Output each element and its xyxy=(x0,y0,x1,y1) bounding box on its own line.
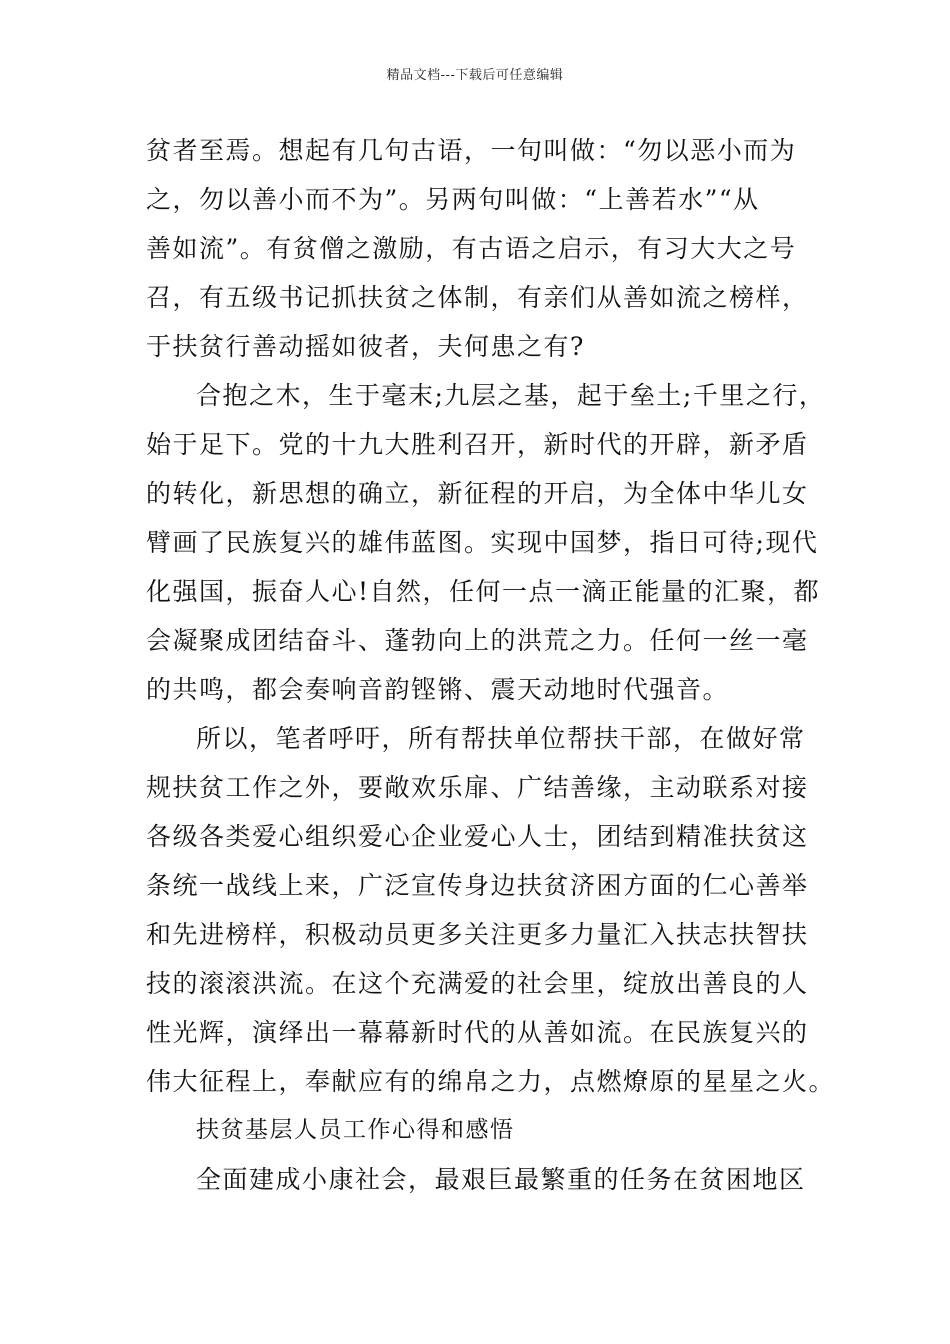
document-body xyxy=(146,126,836,1204)
text-line: 技的滚滚洪流。在这个充满爱的社会里，绽放出善良的人 xyxy=(146,969,809,998)
text-line: 召，有五级书记抓扶贫之体制，有亲们从善如流之榜样， xyxy=(146,283,809,312)
text-line: 各级各类爱心组织爱心企业爱心人士，团结到精准扶贫这 xyxy=(146,822,809,851)
text-line: 化强国，振奋人心!自然，任何一点一滴正能量的汇聚，都 xyxy=(146,577,821,606)
text-line: 会凝聚成团结奋斗、蓬勃向上的洪荒之力。任何一丝一毫 xyxy=(146,626,809,655)
text-line: 之，勿以善小而不为”。另两句叫做：“上善若水”“从 xyxy=(146,185,760,214)
paragraph-start-line: 全面建成小康社会，最艰巨最繁重的任务在贫困地区 xyxy=(196,1165,806,1194)
text-line: 臂画了民族复兴的雄伟蓝图。实现中国梦，指日可待;现代 xyxy=(146,528,819,557)
text-line: 性光辉，演绎出一幕幕新时代的从善如流。在民族复兴的 xyxy=(146,1018,809,1047)
text-line: 始于足下。党的十九大胜利召开，新时代的开辟，新矛盾 xyxy=(146,430,809,459)
section-heading: 扶贫基层人员工作心得和感悟 xyxy=(196,1117,515,1143)
text-line: 伟大征程上，奉献应有的绵帛之力，点燃燎原的星星之火。 xyxy=(146,1067,836,1096)
text-line: 善如流”。有贫僧之激励，有古语之启示，有习大大之号 xyxy=(146,234,797,263)
paragraph-start-line: 所以，笔者呼吁，所有帮扶单位帮扶干部，在做好常 xyxy=(196,724,806,753)
text-line: 于扶贫行善动摇如彼者，夫何患之有? xyxy=(146,332,585,361)
text-line: 的转化，新思想的确立，新征程的开启，为全体中华儿女 xyxy=(146,479,809,508)
text-line: 和先进榜样，积极动员更多关注更多力量汇入扶志扶智扶 xyxy=(146,920,809,949)
text-line: 规扶贫工作之外，要敞欢乐扉、广结善缘，主动联系对接 xyxy=(146,773,809,802)
paragraph-start-line: 合抱之木，生于毫末;九层之基，起于垒土;千里之行， xyxy=(196,381,826,410)
text-line: 条统一战线上来，广泛宣传身边扶贫济困方面的仁心善举 xyxy=(146,871,809,900)
page-header: 精品文档---下载后可任意编辑 xyxy=(386,68,564,83)
text-line: 贫者至焉。想起有几句古语，一句叫做：“勿以恶小而为 xyxy=(146,136,797,165)
text-line: 的共鸣，都会奏响音韵铿锵、震天动地时代强音。 xyxy=(146,675,730,704)
